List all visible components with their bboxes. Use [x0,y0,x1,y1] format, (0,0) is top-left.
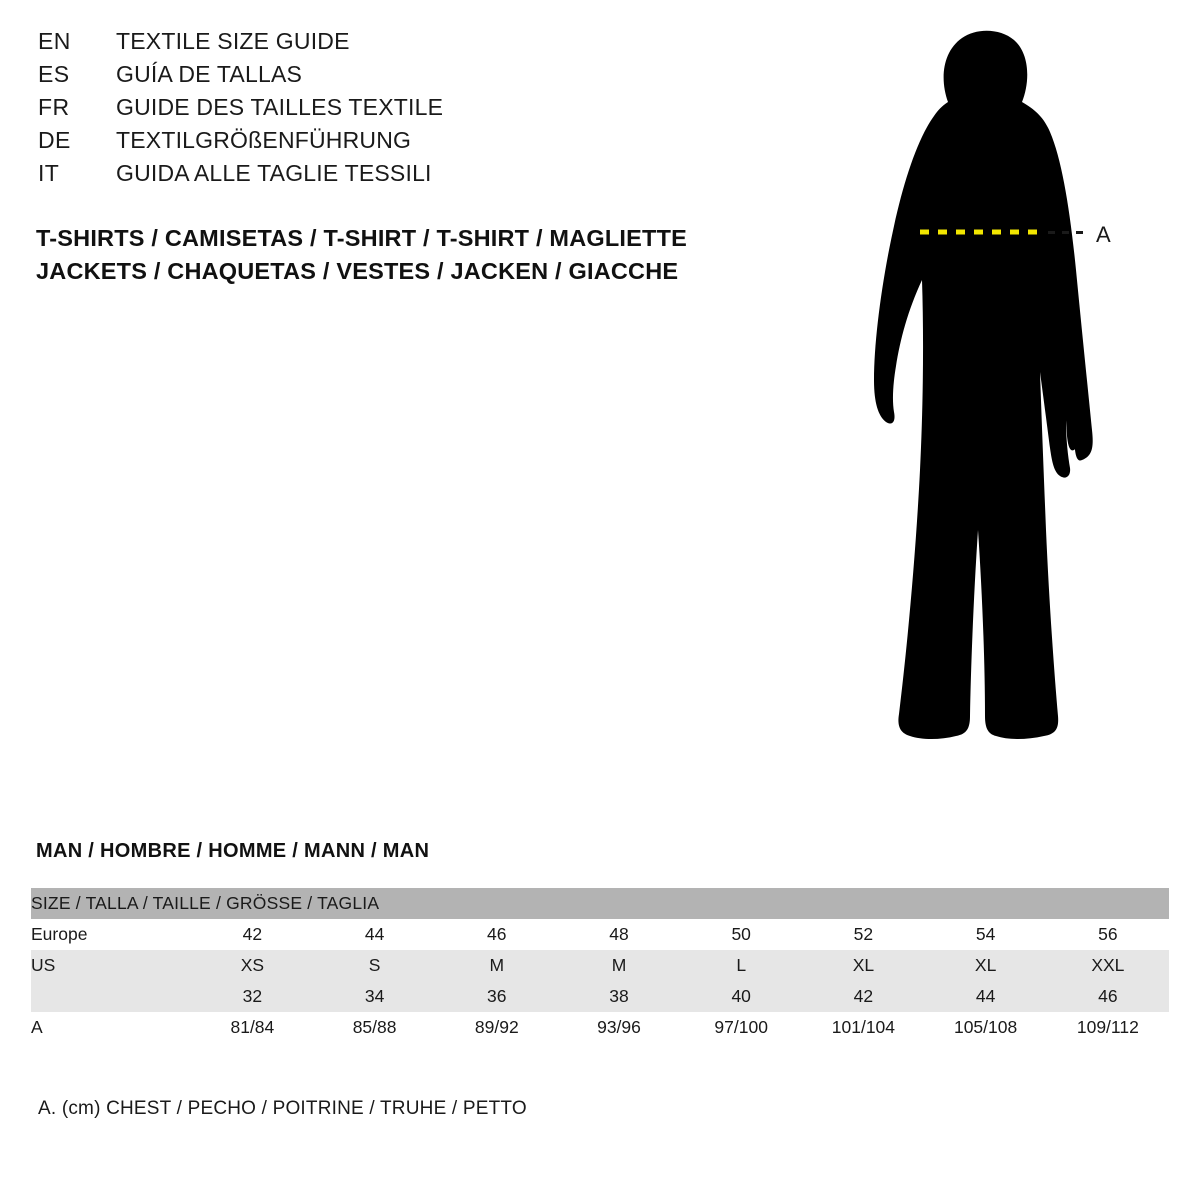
cell-a-7: 105/108 [953,1017,1018,1037]
language-text-de: TEXTILGRÖßENFÜHRUNG [116,127,412,153]
category-tshirts: T-SHIRTS / CAMISETAS / T-SHIRT / T-SHIRT / MAGLIETTE [36,225,687,251]
cell-europe-2: 44 [364,924,385,944]
cell-num-4: 38 [609,986,629,1006]
cell-us-3: M [489,955,505,975]
cell-a-8: 109/112 [1076,1017,1139,1037]
cell-europe-1: 42 [242,924,263,944]
language-text-en: TEXTILE SIZE GUIDE [116,28,350,54]
language-row-fr [38,94,738,127]
cell-a-5: 97/100 [714,1017,768,1037]
garment-categories [36,222,796,288]
cell-europe-3: 46 [487,924,507,944]
language-text-es: GUÍA DE TALLAS [116,61,303,87]
measure-label-a: A [1096,222,1111,247]
cell-us-5: L [736,955,747,975]
cell-us-8: XXL [1091,955,1125,975]
silhouette-shape [874,31,1093,739]
language-code-de: DE [38,127,71,153]
row-label-europe: Europe [31,924,88,944]
language-list [38,28,738,193]
row-label-numeric [31,981,191,1012]
cell-europe-6: 52 [853,924,874,944]
cell-europe-5: 50 [731,924,751,944]
language-text-it: GUIDA ALLE TAGLIE TESSILI [116,160,432,186]
language-row-it [38,160,738,193]
language-code-it: IT [38,160,60,186]
table-row [31,1012,1169,1043]
language-text-fr: GUIDE DES TAILLES TEXTILE [116,94,444,120]
cell-europe-7: 54 [975,924,996,944]
cell-a-1: 81/84 [230,1017,275,1037]
cell-europe-8: 56 [1098,924,1118,944]
row-label-a: A [31,1017,43,1037]
cell-num-8: 46 [1098,986,1118,1006]
row-label-us: US [31,955,56,975]
cell-a-2: 85/88 [352,1017,397,1037]
cell-a-6: 101/104 [831,1017,896,1037]
measure-leader-line [1048,231,1088,234]
measurement-footnote: A. (cm) CHEST / PECHO / POITRINE / TRUHE / PETTO [38,1098,527,1119]
language-code-es: ES [38,61,70,87]
language-row-es [38,61,738,94]
table-row [31,919,1169,950]
language-row-en [38,28,738,61]
cell-europe-4: 48 [609,924,629,944]
cell-num-7: 44 [975,986,996,1006]
table-section-title: MAN / HOMBRE / HOMME / MANN / MAN [36,840,430,862]
cell-a-4: 93/96 [597,1017,641,1037]
category-jackets: JACKETS / CHAQUETAS / VESTES / JACKEN / GIACCHE [36,258,679,284]
cell-num-3: 36 [487,986,507,1006]
language-code-en: EN [38,28,71,54]
cell-num-2: 34 [364,986,385,1006]
language-row-de [38,127,738,160]
table-header-label: SIZE / TALLA / TAILLE / GRÖSSE / TAGLIA [31,893,380,913]
table-header-row [31,888,1169,919]
cell-num-6: 42 [853,986,874,1006]
cell-us-4: M [611,955,627,975]
cell-us-1: XS [240,955,265,975]
size-table [31,888,1169,1043]
cell-us-6: XL [852,955,875,975]
cell-a-3: 89/92 [474,1017,519,1037]
body-silhouette-figure [830,10,1170,800]
cell-us-7: XL [974,955,997,975]
table-row [31,981,1169,1012]
table-row [31,950,1169,981]
cell-us-2: S [368,955,381,975]
cell-num-5: 40 [731,986,751,1006]
cell-num-1: 32 [242,986,263,1006]
language-code-fr: FR [38,94,70,120]
